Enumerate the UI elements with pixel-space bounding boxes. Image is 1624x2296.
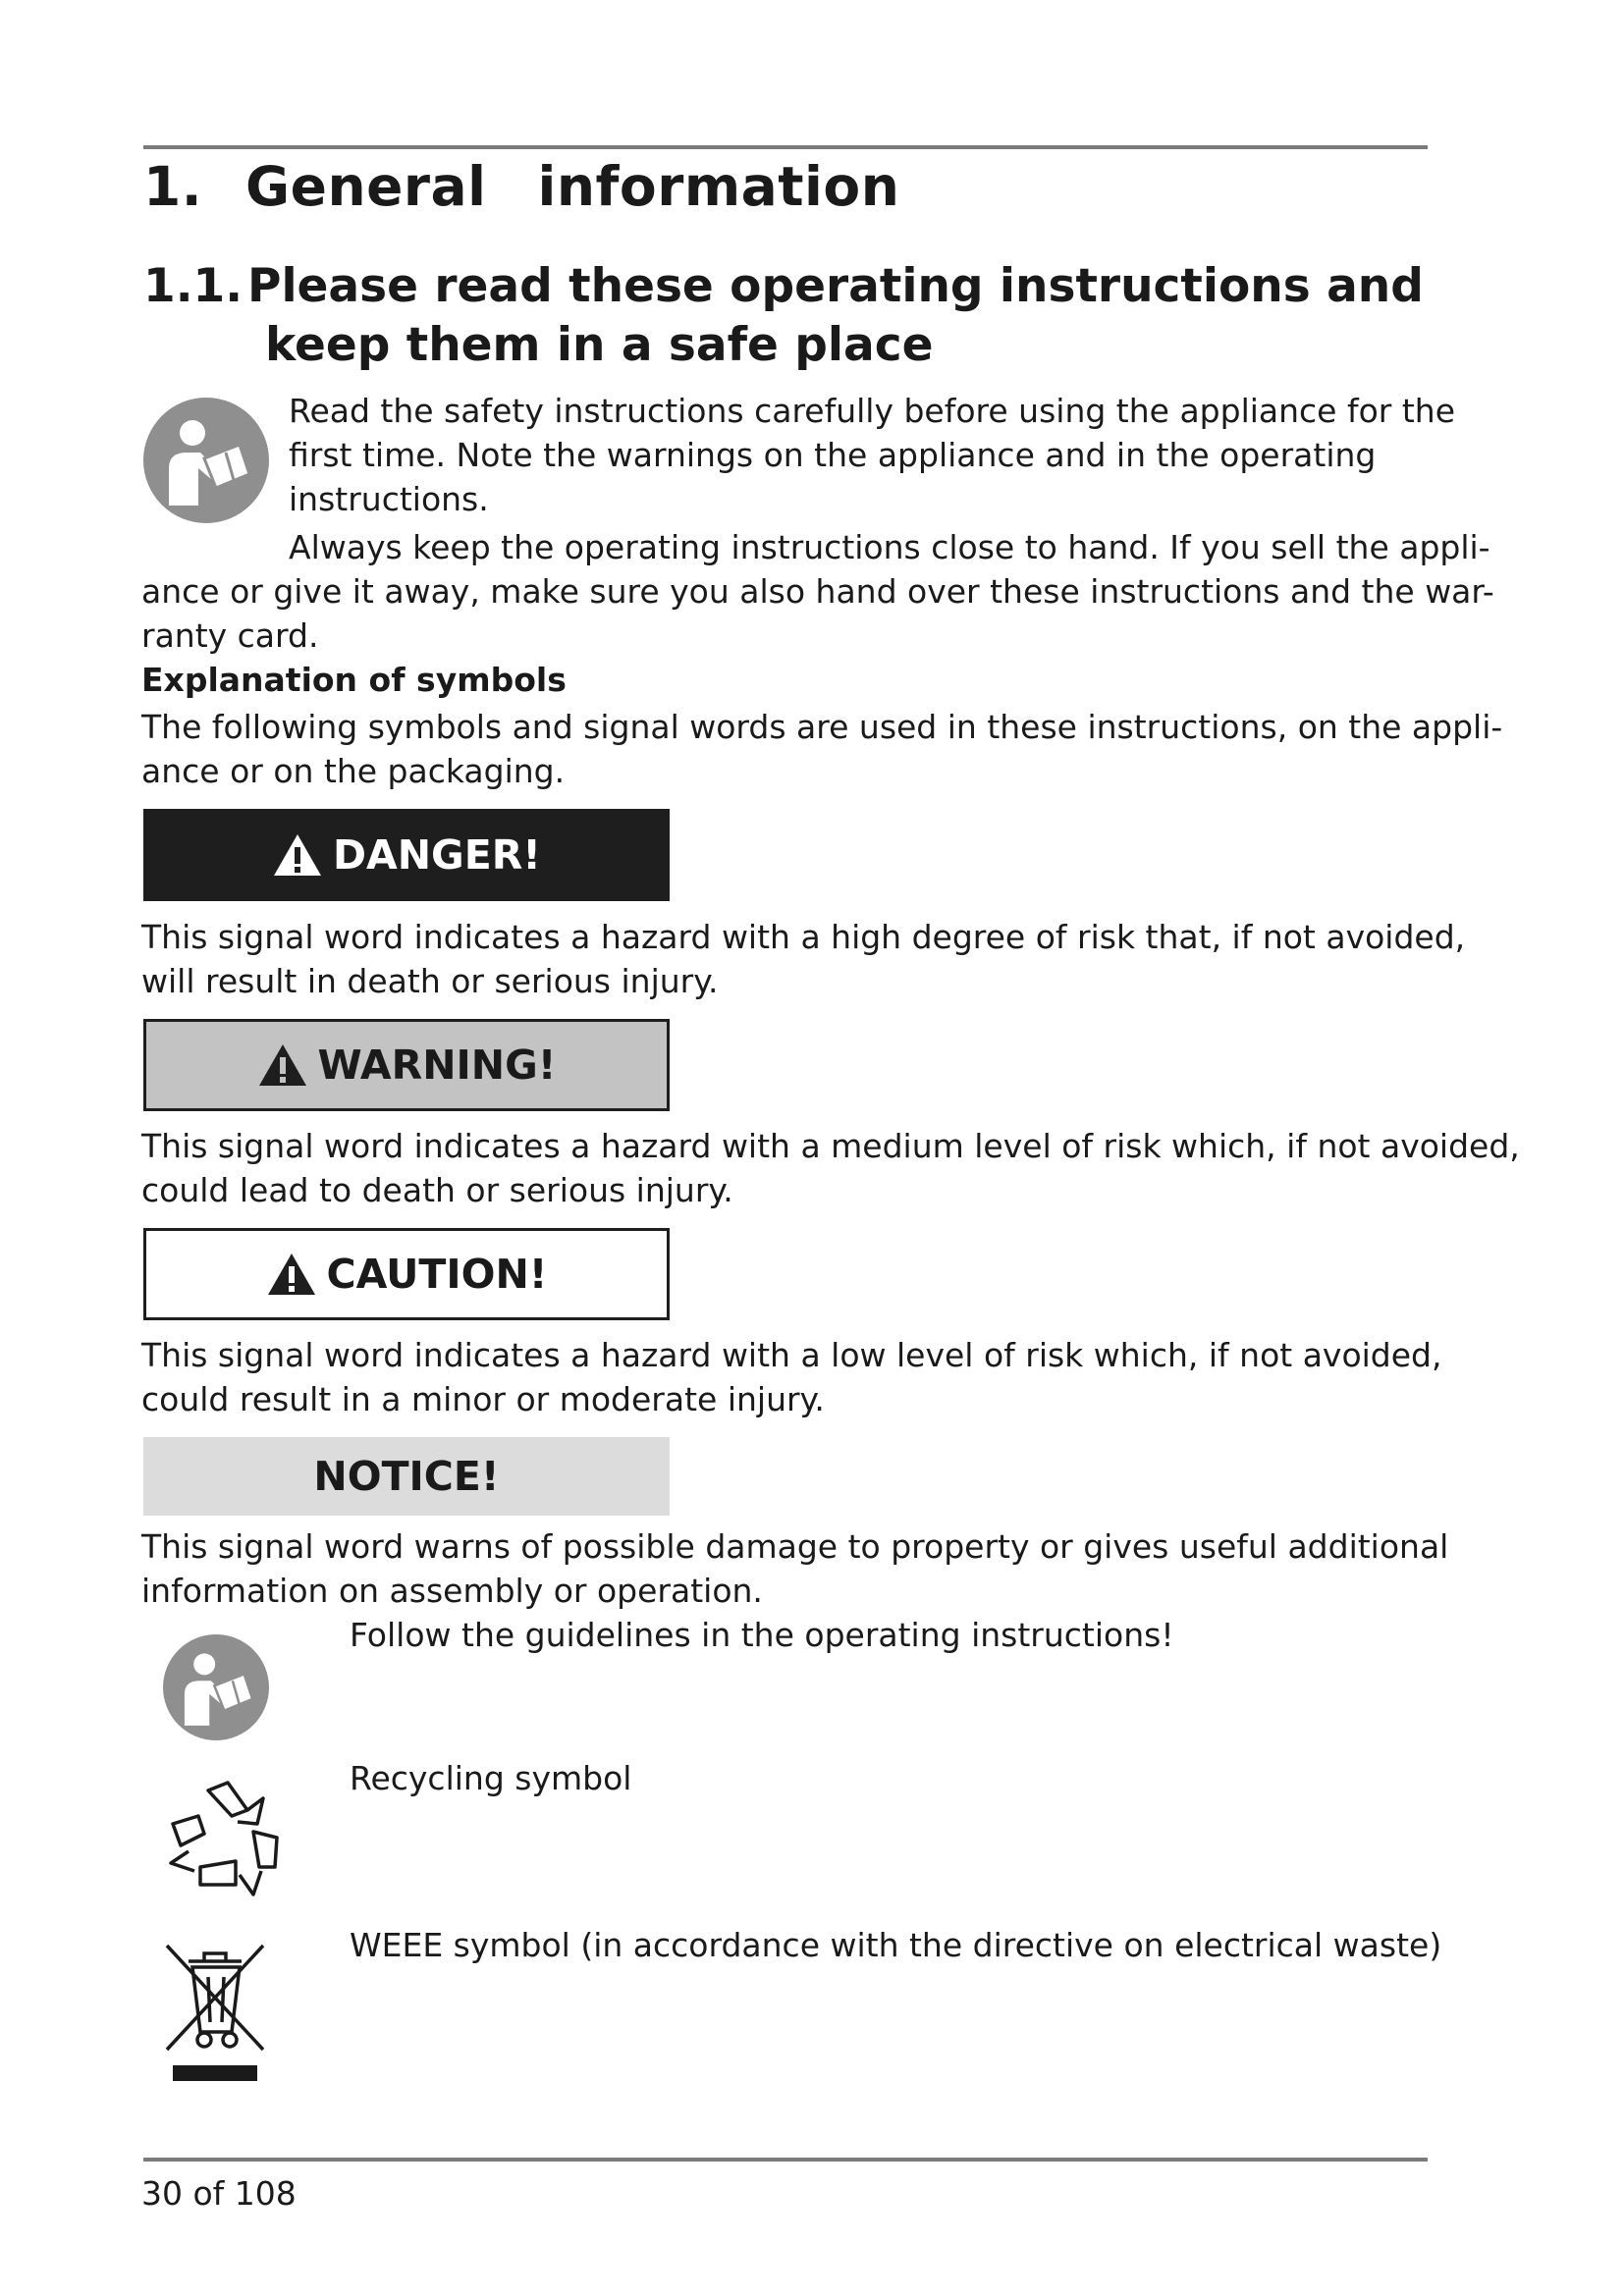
danger-desc-line-2: will result in death or serious injury. bbox=[141, 962, 719, 1000]
danger-label: DANGER! bbox=[332, 831, 541, 879]
page-number: 30 of 108 bbox=[141, 2174, 297, 2213]
read-manual-symbol-text: Follow the guidelines in the operating instructions! bbox=[350, 1616, 1174, 1654]
intro-line-6: ranty card. bbox=[141, 616, 319, 655]
notice-signal-box bbox=[143, 1437, 670, 1516]
subsection-title-line2: keep them in a safe place bbox=[265, 318, 934, 372]
warning-triangle-icon bbox=[272, 832, 323, 878]
caution-desc-line-1: This signal word indicates a hazard with a low level of risk which, if not avoided, bbox=[141, 1336, 1442, 1374]
explanation-line-2: ance or on the packaging. bbox=[141, 752, 566, 790]
read-manual-icon bbox=[143, 398, 269, 523]
read-manual-icon bbox=[163, 1634, 269, 1740]
warning-desc-line-1: This signal word indicates a hazard with a medium level of risk which, if not avoided, bbox=[141, 1127, 1520, 1165]
recycling-icon bbox=[159, 1777, 289, 1902]
caution-label: CAUTION! bbox=[326, 1251, 548, 1298]
subsection-number: 1.1. bbox=[143, 259, 244, 313]
section-title-word2: information bbox=[537, 155, 900, 218]
section-heading bbox=[143, 155, 899, 218]
bottom-rule bbox=[143, 2158, 1428, 2162]
subsection-heading bbox=[143, 257, 1424, 375]
notice-desc-line-2: information on assembly or operation. bbox=[141, 1572, 763, 1610]
intro-line-5: ance or give it away, make sure you also hand over these instructions and the war- bbox=[141, 572, 1494, 611]
weee-symbol-text: WEEE symbol (in accordance with the directive on electrical waste) bbox=[350, 1926, 1442, 1964]
section-number: 1. bbox=[143, 155, 203, 218]
recycling-symbol-text: Recycling symbol bbox=[350, 1759, 632, 1797]
intro-line-3: instructions. bbox=[289, 480, 489, 518]
caution-signal-box bbox=[143, 1228, 670, 1320]
section-title-word1: General bbox=[245, 155, 487, 218]
intro-line-2: first time. Note the warnings on the appliance and in the operating bbox=[289, 436, 1377, 474]
intro-line-1: Read the safety instructions carefully before using the appliance for the bbox=[289, 392, 1455, 430]
notice-desc-line-1: This signal word warns of possible damage to property or gives useful additional bbox=[141, 1527, 1449, 1566]
explanation-title: Explanation of symbols bbox=[141, 661, 567, 699]
subsection-title-line1: Please read these operating instructions and bbox=[247, 259, 1424, 313]
danger-desc-line-1: This signal word indicates a hazard with a high degree of risk that, if not avoided, bbox=[141, 918, 1466, 956]
notice-label: NOTICE! bbox=[313, 1453, 500, 1500]
warning-desc-line-2: could lead to death or serious injury. bbox=[141, 1171, 733, 1209]
warning-triangle-icon bbox=[257, 1042, 308, 1088]
warning-triangle-icon bbox=[266, 1252, 317, 1297]
weee-bin-icon bbox=[161, 1940, 269, 2087]
caution-desc-line-2: could result in a minor or moderate injury. bbox=[141, 1380, 825, 1418]
intro-line-4: Always keep the operating instructions close to hand. If you sell the appli- bbox=[289, 528, 1490, 566]
top-rule bbox=[143, 145, 1428, 149]
danger-signal-box bbox=[143, 809, 670, 901]
warning-signal-box bbox=[143, 1019, 670, 1111]
explanation-line-1: The following symbols and signal words are used in these instructions, on the appli- bbox=[141, 708, 1503, 746]
warning-label: WARNING! bbox=[317, 1041, 557, 1089]
